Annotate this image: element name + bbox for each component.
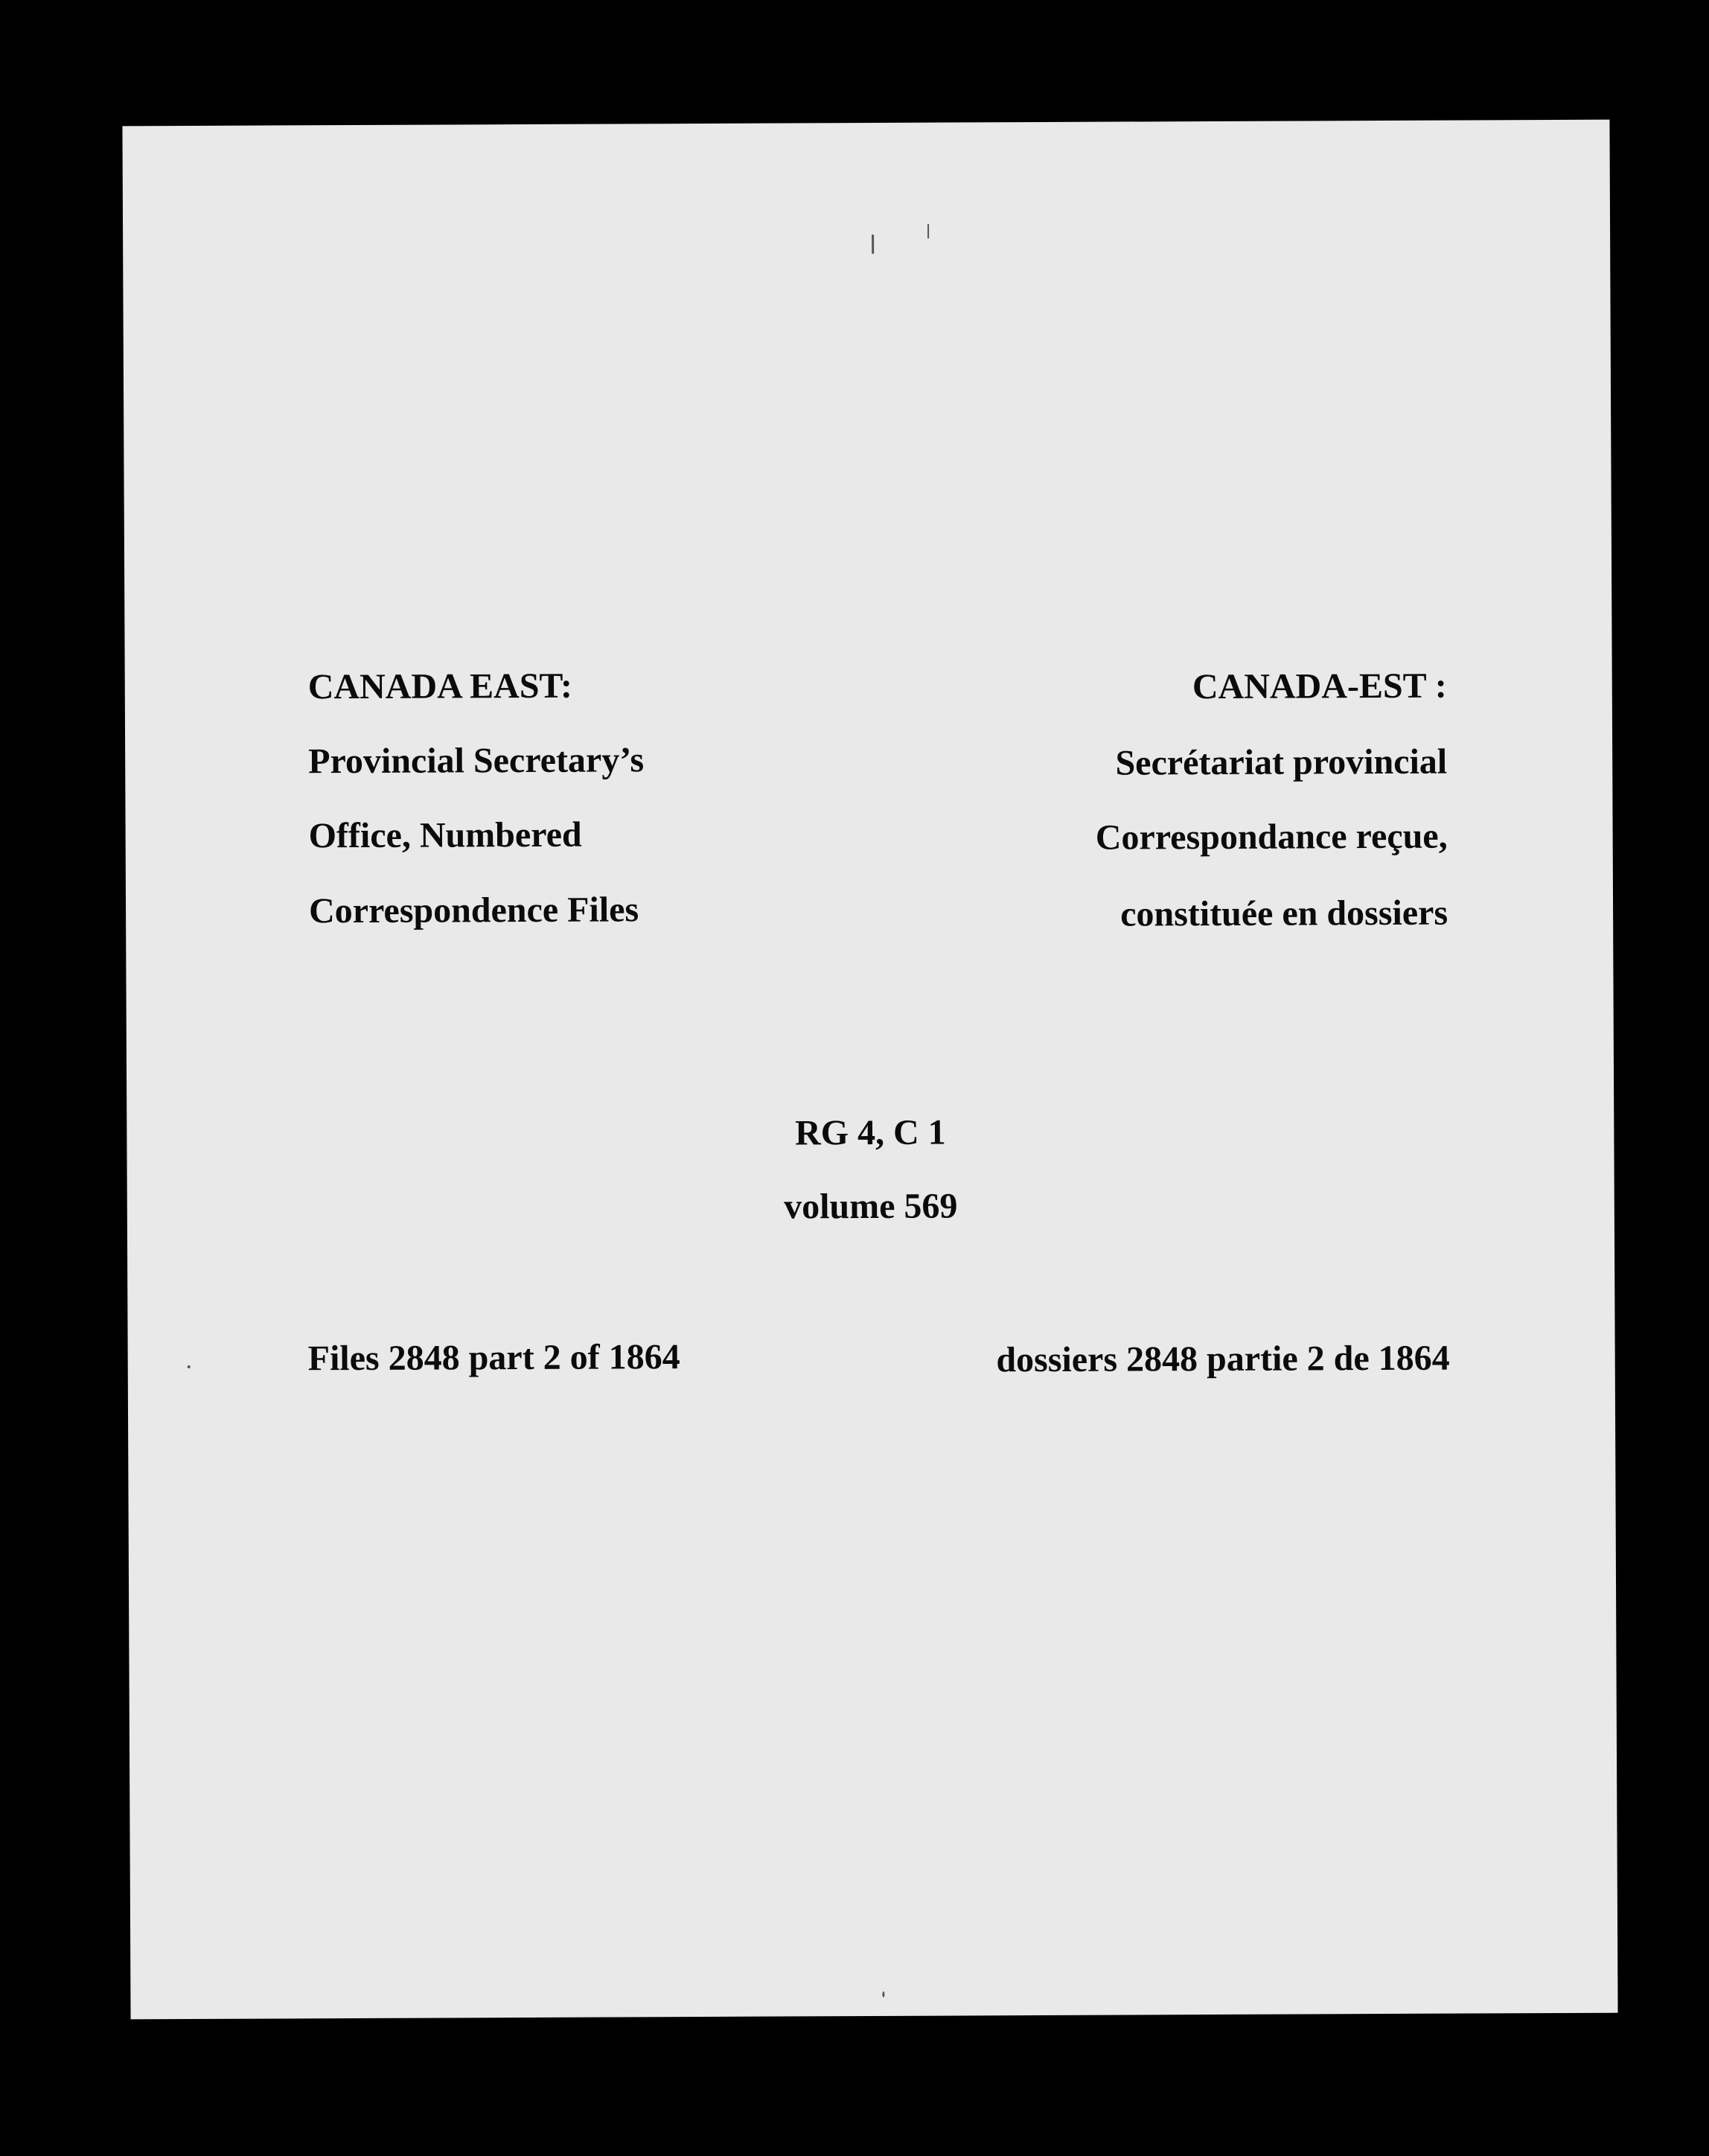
document-page <box>122 120 1617 2020</box>
french-title-line-1: Secrétariat provincial <box>1115 741 1448 783</box>
volume-number: volume 569 <box>784 1186 958 1227</box>
english-heading: CANADA EAST: <box>307 666 573 707</box>
french-title-line-3: constituée en dossiers <box>1120 893 1448 934</box>
french-heading: CANADA-EST : <box>1192 666 1447 707</box>
scan-speck <box>927 224 929 239</box>
english-title-line-2: Office, Numbered <box>308 814 582 856</box>
french-title-line-2: Correspondance reçue, <box>1095 816 1448 858</box>
english-files-range: Files 2848 part 2 of 1864 <box>307 1337 680 1379</box>
english-title-line-1: Provincial Secretary’s <box>308 740 645 782</box>
french-files-range: dossiers 2848 partie 2 de 1864 <box>996 1338 1450 1380</box>
scan-speck <box>872 235 874 254</box>
english-title-line-3: Correspondence Files <box>308 890 639 931</box>
scan-speck <box>188 1365 191 1368</box>
record-group-reference: RG 4, C 1 <box>794 1112 946 1153</box>
scan-speck <box>882 1991 884 1997</box>
